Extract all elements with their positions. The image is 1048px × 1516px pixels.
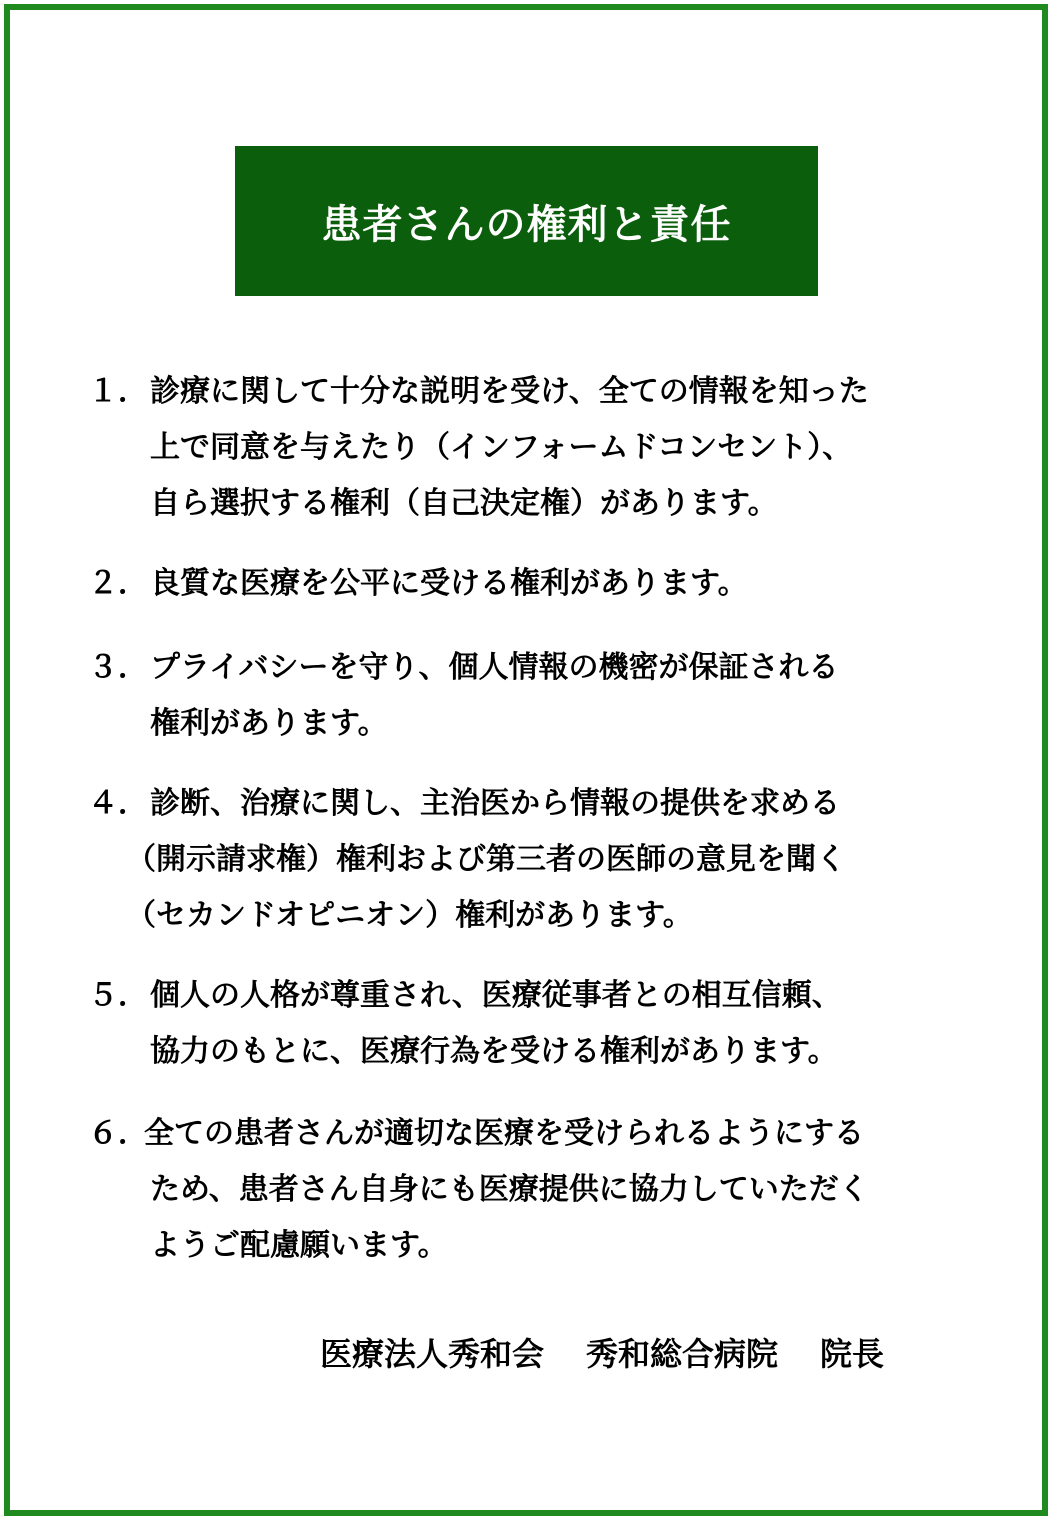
rights-item-4 xyxy=(88,776,988,944)
item-number: ３． xyxy=(88,650,148,685)
item-line: ようご配慮願います。 xyxy=(150,1228,448,1263)
rights-item-2 xyxy=(88,556,988,612)
item-line: 権利があります。 xyxy=(150,706,388,741)
item-line: 診断、治療に関し、主治医から情報の提供を求める xyxy=(150,786,840,821)
item-number: ５． xyxy=(88,978,148,1013)
item-number: １． xyxy=(88,374,148,409)
item-line: 協力のもとに、医療行為を受ける権利があります。 xyxy=(150,1034,838,1069)
hospital-name: 秀和総合病院 xyxy=(586,1335,779,1373)
rights-item-5 xyxy=(88,968,988,1080)
signature xyxy=(320,1326,980,1382)
item-line: 上で同意を与えたり（インフォームドコンセント）、 xyxy=(150,430,853,465)
item-number: ６． xyxy=(88,1116,148,1151)
item-line: 自ら選択する権利（自己決定権）があります。 xyxy=(150,486,778,521)
rights-item-1 xyxy=(88,364,988,532)
title-banner xyxy=(235,146,818,296)
item-line: （開示請求権）権利および第三者の医師の意見を聞く xyxy=(126,842,846,877)
item-line: （セカンドオピニオン）権利があります。 xyxy=(126,898,693,933)
signatory-role: 院長 xyxy=(820,1335,885,1373)
item-number: ４． xyxy=(88,786,148,821)
item-line: 個人の人格が尊重され、医療従事者との相互信頼、 xyxy=(150,978,842,1013)
item-line: 全ての患者さんが適切な医療を受けられるようにする xyxy=(144,1116,864,1151)
page-title: 患者さんの権利と責任 xyxy=(321,201,732,248)
item-line: プライバシーを守り、個人情報の機密が保証される xyxy=(150,650,839,685)
organization-name: 医療法人秀和会 xyxy=(320,1335,545,1373)
rights-item-3 xyxy=(88,640,988,752)
item-line: 良質な医療を公平に受ける権利があります。 xyxy=(150,566,748,601)
item-number: ２． xyxy=(88,566,148,601)
rights-item-6 xyxy=(88,1106,988,1274)
item-line: ため、患者さん自身にも医療提供に協力していただく xyxy=(150,1172,869,1207)
item-line: 診療に関して十分な説明を受け、全ての情報を知った xyxy=(150,374,869,409)
